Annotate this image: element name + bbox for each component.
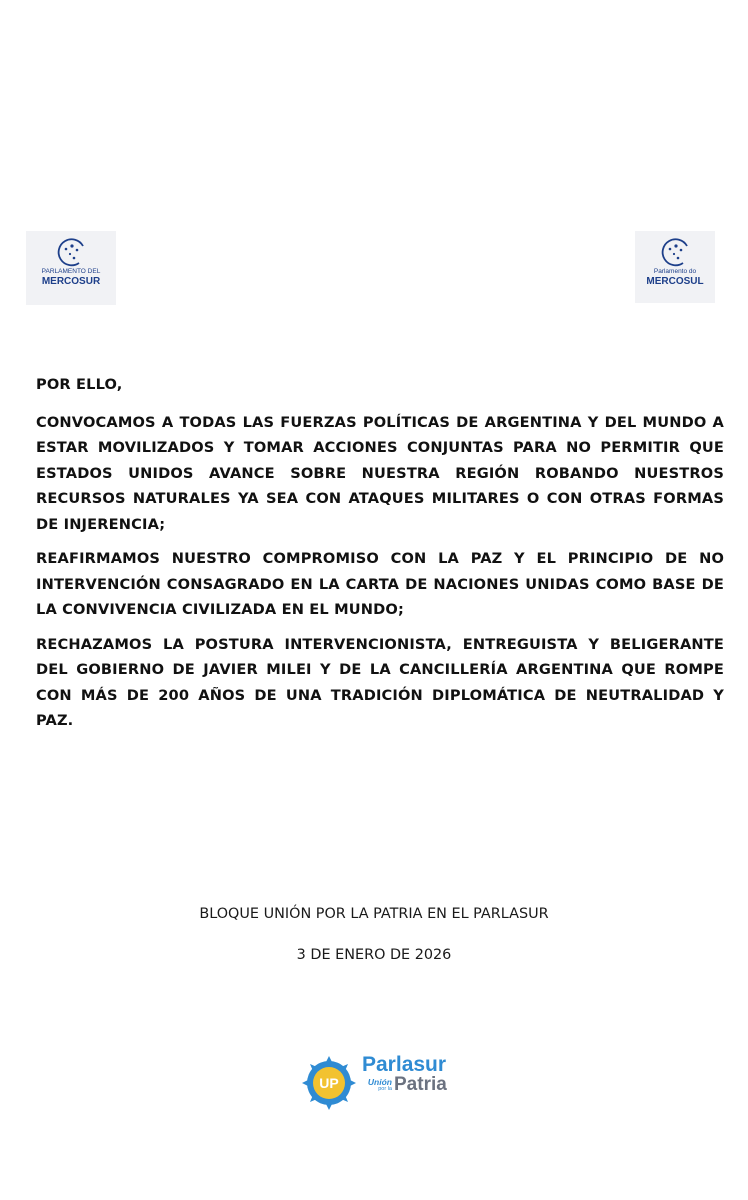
resolution-paragraph-reafirmamos: REAFIRMAMOS NUESTRO COMPROMISO CON LA PAZ Y EL PRINCIPIO DE NO INTERVENCIÓN CONSAGRADO EN LA CARTA DE NACIONES UNIDAS COMO BASE DE LA CONVIVENCIA CIVILIZADA EN EL MUNDO; <box>36 550 724 618</box>
parlamento-mercosur-logo <box>26 231 116 305</box>
up-badge-text: UP <box>319 1075 339 1091</box>
signature-block: BLOQUE UNIÓN POR LA PATRIA EN EL PARLASUR <box>199 906 549 922</box>
signature-date: 3 DE ENERO DE 2026 <box>296 947 452 963</box>
mercosul-stars-emblem-icon <box>658 237 692 267</box>
logo-right-line2: MERCOSUL <box>646 275 704 287</box>
up-sun-badge-icon <box>300 1054 358 1112</box>
resolution-paragraph-convocamos: CONVOCAMOS A TODAS LAS FUERZAS POLÍTICAS DE ARGENTINA Y DEL MUNDO A ESTAR MOVILIZADOS Y TOMAR ACCIONES CONJUNTAS PARA NO PERMITIR QUE ESTADOS UNIDOS AVANCE SOBRE NUESTRA REGIÓN ROBANDO NUESTROS RECURSOS NATURALES YA SEA CON ATAQUES MILITARES O CON OTRAS FORMAS DE INJERENCIA; <box>36 413 724 533</box>
resolution-paragraph-rechazamos: RECHAZAMOS LA POSTURA INTERVENCIONISTA, ENTREGUISTA Y BELIGERANTE DEL GOBIERNO DE JAVIER MILEI Y DE LA CANCILLERÍA ARGENTINA QUE ROMPE CON MÁS DE 200 AÑOS DE UNA TRADICIÓN DIPLOMÁTICA DE NEUTRALIDAD Y PAZ. <box>36 635 724 729</box>
logo-left-line2: MERCOSUR <box>41 275 101 287</box>
parlasur-union-por-la-patria-logo <box>300 1050 460 1120</box>
logo-left-line1: PARLAMENTO DEL <box>41 268 101 275</box>
logo-union-text: Unión <box>367 1077 392 1087</box>
logo-parlasur-text: Parlasur <box>362 1053 447 1076</box>
logo-por-la-text: por la <box>378 1086 392 1092</box>
logo-right-line1: Parlamento do <box>653 268 697 275</box>
mercosur-stars-emblem-icon <box>54 237 88 267</box>
logo-patria-text: Patria <box>394 1074 447 1095</box>
resolution-heading: POR ELLO, <box>36 376 123 393</box>
resolution-body <box>36 372 724 743</box>
parlamento-mercosul-logo <box>635 231 715 303</box>
